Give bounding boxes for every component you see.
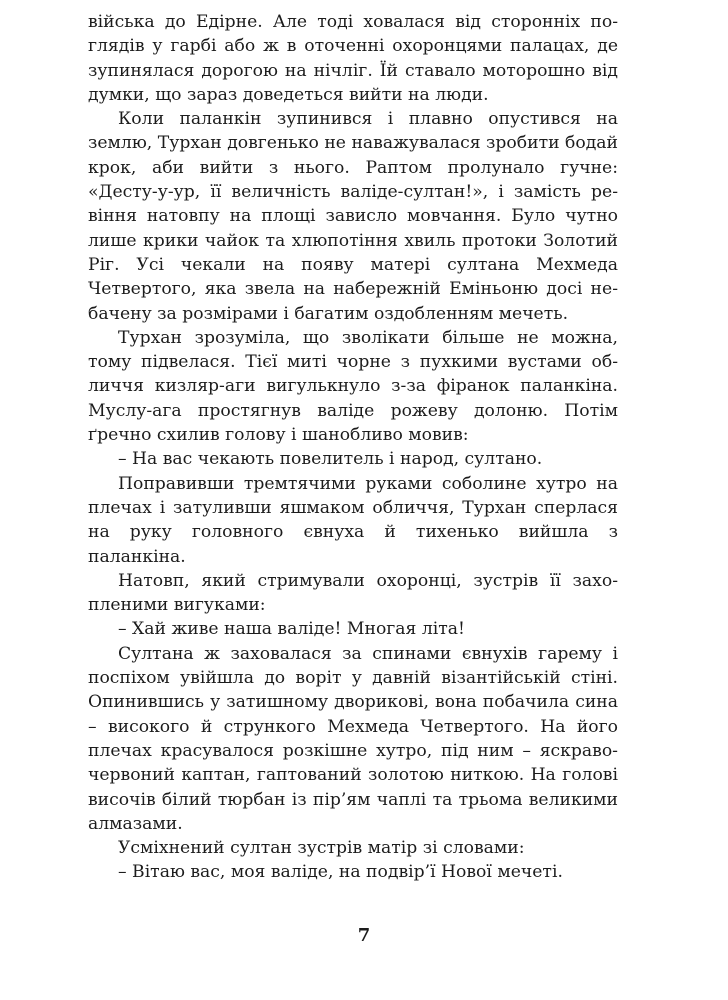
paragraph-8: Султана ж заховалася за спинами євнухів гарему і поспіхом увійшла до воріт у давній візантійській стіні. Опинившись у затишному дворикові, вона побачила сина – високого й стрункого Мехмеда Четвертого. На його плечах красувалося розкішне хутро, під ним – яскраво-червоний каптан, гаптований золотою ниткою. На голові височів білий тюрбан із пір’ям чаплі та трьома великими алмазами.: [88, 643, 618, 834]
paragraph-1: війська до Едірне. Але тоді ховалася від сторонніх поглядів у гарбі або ж в оточенні охоронцями палацах, де зупинялася дорогою на нічліг. Їй ставало моторошно від думки, що зараз доведеться вийти на люди.: [88, 12, 618, 105]
paragraph-7: – Хай живе наша валіде! Многая літа!: [118, 619, 465, 640]
paragraph-10: – Вітаю вас, моя валіде, на подвір’ї Нової мечеті.: [118, 862, 563, 883]
paragraph-4: – На вас чекають повелитель і народ, султано.: [118, 449, 543, 470]
page-body: [88, 10, 618, 885]
paragraph-6: Натовп, який стримували охоронці, зустрів її захопленими вигуками:: [88, 570, 618, 616]
paragraph-5: Поправивши тремтячими руками соболине хутро на плечах і затуливши яшмаком обличчя, Турхан сперлася на руку головного євнуха й тихенько вийшла з паланкіна.: [88, 473, 618, 567]
paragraph-9: Усміхнений султан зустрів матір зі словами:: [118, 838, 525, 859]
paragraph-3: Турхан зрозуміла, що зволікати більше не можна, тому підвелася. Тієї миті чорне з пухкими вустами обличчя кизляр-аги вигулькнуло з-за фіранок паланкіна. Муслу-ага простягнув валіде рожеву долоню. Потім ґречно схилив голову і шанобливо мовив:: [88, 327, 618, 446]
paragraph-2: Коли паланкін зупинився і плавно опустився на землю, Турхан довгенько не наважувалася зробити бодай крок, аби вийти з нього. Раптом пролунало гучне: «Десту-у-ур, її величність валіде-султан!», і замість ревіння натовпу на площі зависло мовчання. Було чутно лише крики чайок та хлюпотіння хвиль протоки Золотий Ріг. Усі чекали на появу матері султана Мехмеда Четвертого, яка звела на набережній Еміньоню досі небачену за розмірами і багатим оздобленням мечеть.: [88, 109, 618, 324]
page-number: 7: [357, 925, 371, 946]
